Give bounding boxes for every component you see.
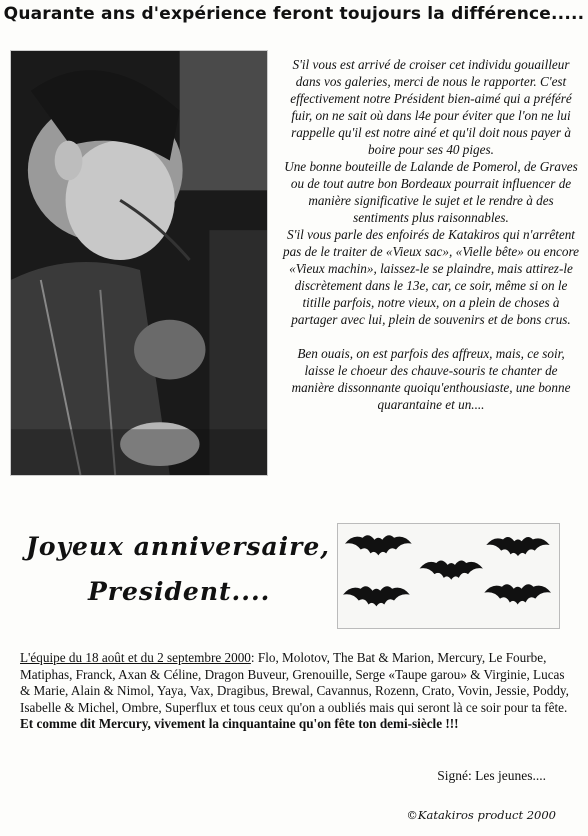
team-names: : Flo, Molotov, The Bat & Marion, Mercury, Le Fourbe, Matiphas, Franck, Axan & Céline, Dragon Buveur, Grenouille, Serge «Taupe garou» & Virginie, Lucas & Marie, Alain & Nimol, Yaya, Vax, Dragibus, Brewal, Cavannus, Rozenn, Crato, Vovin, Jessie, Poddy, Isabelle & Michel, Ombre, Superflux et tous ceux qu'on a oubliés mais qui seront là ce soir pour ta fête. <box>20 650 569 715</box>
paragraph-intro: S'il vous est arrivé de croiser cet individu gouailleur dans vos galeries, merci de nous le rapporter. C'est effectivement notre Président bien-aimé qui a préféré fuir, on ne sait où dans l4e pour éviter que l'on ne lui rappelle qu'il est notre ainé et qu'il doit nous payer à boire pour ses 40 piges. <box>290 57 572 157</box>
story-text <box>282 56 580 413</box>
photo-president-icon <box>11 51 267 475</box>
president-photo <box>10 50 268 476</box>
copyright-note: ©Katakiros product 2000 <box>406 808 556 822</box>
paragraph-katakiros: S'il vous parle des enfoirés de Katakiros qui n'arrêtent pas de le traiter de «Vieux sac», «Vielle bête» ou encore «Vieux machin», laissez-le se plaindre, mais attirez-le discrètement dans le 13e, car, ce soir, même si on le titille parfois, notre vieux, on a plein de choses à partager avec lui, plein de souvenirs et de bons crus. <box>282 227 579 327</box>
team-credits <box>20 650 576 733</box>
headline: Quarante ans d'expérience feront toujours la différence..... <box>3 4 585 24</box>
paragraph-bordeaux: Une bonne bouteille de Lalande de Pomerol, de Graves ou de tout autre bon Bordeaux pourrait influencer de manière significative le sujet et le rendre à des sentiments plus raisonnables. <box>284 159 578 225</box>
signature: Signé: Les jeunes.... <box>437 768 546 783</box>
team-lead: L'équipe du 18 août et du 2 septembre 2000 <box>20 650 251 665</box>
team-closing: Et comme dit Mercury, vivement la cinquantaine qu'on fête ton demi-siècle !!! <box>20 716 459 731</box>
greeting-line-1: Joyeux anniversaire, <box>26 532 330 561</box>
greeting-line-2: President.... <box>88 577 271 606</box>
bat-silhouettes-icon <box>338 524 559 628</box>
bats-illustration <box>337 523 560 629</box>
paragraph-choir: Ben ouais, on est parfois des affreux, mais, ce soir, laisse le choeur des chauve-souris te chanter de manière dissonnante quoiqu'enthousiaste, une bonne quarantaine et un.... <box>291 346 571 412</box>
